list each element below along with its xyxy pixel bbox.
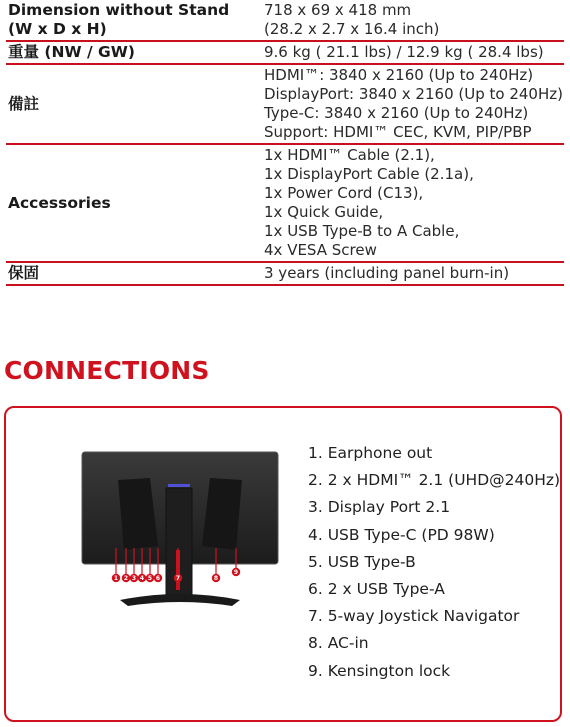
port-marker-2 (122, 574, 130, 582)
port-item: 6. 2 x USB Type-A (308, 580, 445, 599)
spec-value-line: 718 x 69 x 418 mm (264, 1, 412, 19)
monitor-light-strip (168, 484, 190, 487)
port-marker-8 (212, 574, 220, 582)
svg-text:2: 2 (123, 575, 129, 583)
monitor-rear-illustration (80, 450, 280, 610)
svg-text:9: 9 (233, 569, 239, 577)
spec-value-line: 9.6 kg ( 21.1 lbs) / 12.9 kg ( 28.4 lbs) (264, 43, 544, 61)
port-item: 4. USB Type-C (PD 98W) (308, 525, 495, 544)
spec-value-weight (256, 42, 564, 63)
spec-value-accessories (256, 145, 564, 261)
svg-text:6: 6 (155, 575, 161, 583)
spec-value-line: 1x Quick Guide, (264, 203, 384, 221)
spec-value-warranty (256, 263, 564, 284)
spec-row-dimension (6, 0, 564, 42)
spec-value-line: Type-C: 3840 x 2160 (Up to 240Hz) (264, 104, 529, 122)
port-item: 3. Display Port 2.1 (308, 498, 451, 517)
port-item: 7. 5-way Joystick Navigator (308, 607, 520, 626)
port-marker-7 (174, 574, 182, 582)
svg-text:1: 1 (113, 575, 119, 583)
spec-value-line: 1x Power Cord (C13), (264, 184, 424, 202)
port-marker-5 (146, 574, 154, 582)
port-item: 2. 2 x HDMI™ 2.1 (UHD@240Hz) (308, 471, 561, 490)
port-list (308, 440, 560, 685)
spec-value-line: 1x DisplayPort Cable (2.1a), (264, 165, 474, 183)
svg-text:4: 4 (139, 575, 145, 583)
spec-label-accessories: Accessories (8, 193, 111, 212)
spec-value-line: 4x VESA Screw (264, 241, 377, 259)
port-item: 1. Earphone out (308, 444, 433, 462)
port-item: 5. USB Type-B (308, 552, 416, 571)
port-marker-3 (130, 574, 138, 582)
spec-row-weight (6, 42, 564, 65)
port-marker-9 (232, 568, 240, 576)
spec-value-line: HDMI™: 3840 x 2160 (Up to 240Hz) (264, 66, 534, 84)
svg-text:8: 8 (213, 575, 219, 583)
port-marker-4 (138, 574, 146, 582)
spec-value-line: 1x USB Type-B to A Cable, (264, 222, 460, 240)
spec-row-warranty (6, 263, 564, 286)
spec-label-warranty: 保固 (8, 264, 40, 282)
spec-value-line: 3 years (including panel burn-in) (264, 264, 510, 282)
svg-text:7: 7 (175, 575, 181, 583)
spec-label-dimension: Dimension without Stand (W x D x H) (8, 1, 230, 38)
svg-text:3: 3 (131, 575, 137, 583)
port-marker-1 (112, 574, 120, 582)
spec-row-accessories (6, 145, 564, 263)
svg-text:5: 5 (147, 575, 153, 583)
port-item: 8. AC-in (308, 634, 369, 653)
spec-label-weight: 重量 (NW / GW) (8, 43, 135, 61)
port-marker-6 (154, 574, 162, 582)
spec-label-remarks: 備註 (8, 94, 40, 113)
spec-value-line: 1x HDMI™ Cable (2.1), (264, 146, 435, 164)
spec-value-dimension (256, 0, 564, 40)
spec-value-line: DisplayPort: 3840 x 2160 (Up to 240Hz) (264, 85, 563, 103)
port-item: 9. Kensington lock (308, 661, 451, 680)
specifications-table (6, 0, 564, 286)
spec-value-line: Support: HDMI™ CEC, KVM, PIP/PBP (264, 123, 532, 141)
spec-value-line: (28.2 x 2.7 x 16.4 inch) (264, 20, 440, 38)
monitor-stand-base (120, 594, 240, 606)
connections-heading: CONNECTIONS (4, 356, 210, 385)
spec-row-remarks (6, 65, 564, 145)
spec-value-remarks (256, 65, 564, 143)
